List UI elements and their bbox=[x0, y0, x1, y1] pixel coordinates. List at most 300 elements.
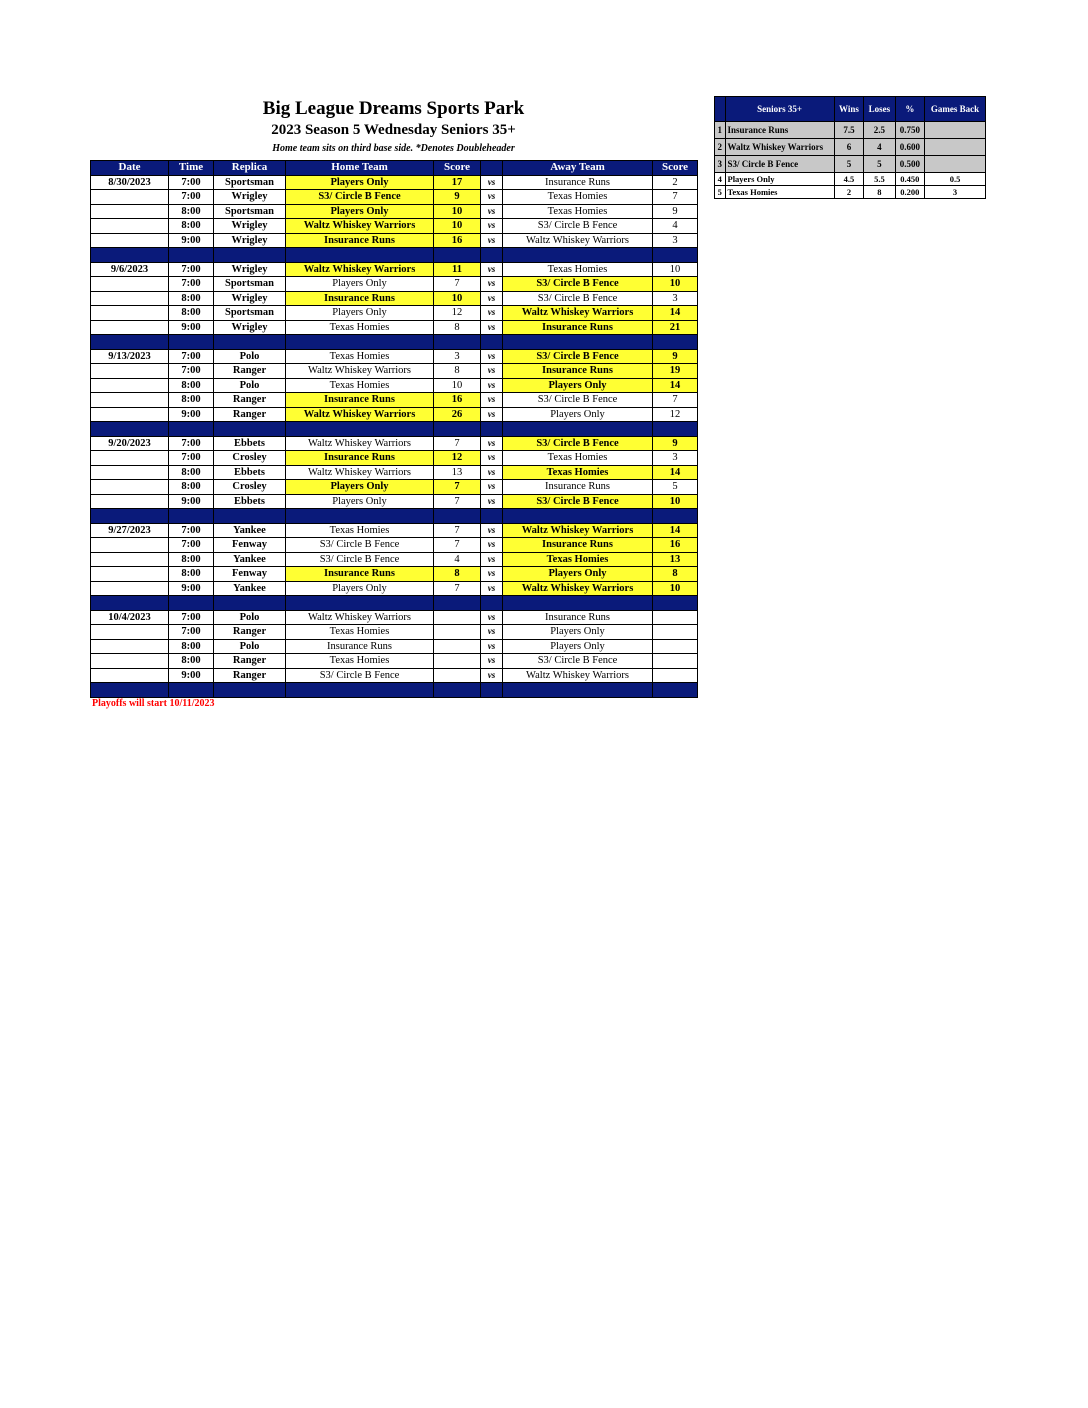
team-loses: 5 bbox=[864, 156, 896, 173]
team-rank: 2 bbox=[715, 139, 726, 156]
home-team: Players Only bbox=[286, 480, 434, 495]
game-field: Sportsman bbox=[214, 204, 286, 219]
table-row bbox=[91, 625, 698, 640]
away-team: S3/ Circle B Fence bbox=[503, 393, 653, 408]
home-score: 12 bbox=[434, 306, 481, 321]
away-score: 10 bbox=[653, 581, 698, 596]
home-team: Waltz Whiskey Warriors bbox=[286, 262, 434, 277]
game-time: 8:00 bbox=[169, 393, 214, 408]
team-loses: 4 bbox=[864, 139, 896, 156]
home-team: S3/ Circle B Fence bbox=[286, 538, 434, 553]
table-row bbox=[91, 190, 698, 205]
away-score bbox=[653, 625, 698, 640]
table-row bbox=[91, 668, 698, 683]
vs-label: vs bbox=[481, 668, 503, 683]
away-score: 14 bbox=[653, 465, 698, 480]
page-subtitle: 2023 Season 5 Wednesday Seniors 35+ bbox=[271, 122, 516, 138]
vs-label: vs bbox=[481, 451, 503, 466]
vs-label: vs bbox=[481, 306, 503, 321]
vs-label: vs bbox=[481, 277, 503, 292]
home-team: Waltz Whiskey Warriors bbox=[286, 610, 434, 625]
away-team: S3/ Circle B Fence bbox=[503, 349, 653, 364]
team-loses: 5.5 bbox=[864, 173, 896, 186]
game-field: Ranger bbox=[214, 654, 286, 669]
vs-label: vs bbox=[481, 610, 503, 625]
game-time: 7:00 bbox=[169, 277, 214, 292]
away-team: S3/ Circle B Fence bbox=[503, 654, 653, 669]
table-row bbox=[91, 393, 698, 408]
game-field: Fenway bbox=[214, 538, 286, 553]
game-time: 8:00 bbox=[169, 480, 214, 495]
standings-table bbox=[714, 96, 986, 199]
team-wins: 2 bbox=[834, 186, 863, 199]
team-name: Waltz Whiskey Warriors bbox=[725, 139, 834, 156]
standings-col-wins: Wins bbox=[834, 97, 863, 122]
team-wins: 4.5 bbox=[834, 173, 863, 186]
game-field: Yankee bbox=[214, 523, 286, 538]
week-separator bbox=[91, 509, 698, 524]
game-field: Ebbets bbox=[214, 465, 286, 480]
home-team: Players Only bbox=[286, 204, 434, 219]
game-field: Ranger bbox=[214, 407, 286, 422]
schedule-header-row bbox=[91, 161, 698, 176]
game-date: 9/13/2023 bbox=[91, 349, 169, 364]
game-date bbox=[91, 625, 169, 640]
vs-label: vs bbox=[481, 407, 503, 422]
table-row bbox=[91, 538, 698, 553]
home-team: Insurance Runs bbox=[286, 291, 434, 306]
away-score: 9 bbox=[653, 204, 698, 219]
home-score: 12 bbox=[434, 451, 481, 466]
game-time: 7:00 bbox=[169, 436, 214, 451]
away-team: S3/ Circle B Fence bbox=[503, 291, 653, 306]
standings-col-games-back: Games Back bbox=[925, 97, 986, 122]
team-loses: 8 bbox=[864, 186, 896, 199]
game-time: 7:00 bbox=[169, 538, 214, 553]
vs-label: vs bbox=[481, 393, 503, 408]
table-row bbox=[91, 581, 698, 596]
team-pct: 0.200 bbox=[895, 186, 924, 199]
table-row bbox=[91, 204, 698, 219]
game-field: Sportsman bbox=[214, 175, 286, 190]
team-wins: 5 bbox=[834, 156, 863, 173]
home-score: 16 bbox=[434, 393, 481, 408]
vs-label: vs bbox=[481, 233, 503, 248]
home-team: Players Only bbox=[286, 581, 434, 596]
game-time: 8:00 bbox=[169, 378, 214, 393]
vs-label: vs bbox=[481, 494, 503, 509]
home-team: Texas Homies bbox=[286, 349, 434, 364]
home-team: Insurance Runs bbox=[286, 451, 434, 466]
home-team: Waltz Whiskey Warriors bbox=[286, 436, 434, 451]
away-team: Players Only bbox=[503, 567, 653, 582]
game-date bbox=[91, 320, 169, 335]
away-score bbox=[653, 654, 698, 669]
vs-label: vs bbox=[481, 639, 503, 654]
home-team: Players Only bbox=[286, 306, 434, 321]
table-row bbox=[91, 349, 698, 364]
game-time: 7:00 bbox=[169, 190, 214, 205]
away-score: 3 bbox=[653, 233, 698, 248]
home-score: 7 bbox=[434, 538, 481, 553]
team-games-back bbox=[925, 122, 986, 139]
away-score: 21 bbox=[653, 320, 698, 335]
game-date bbox=[91, 277, 169, 292]
away-score: 10 bbox=[653, 494, 698, 509]
vs-label: vs bbox=[481, 190, 503, 205]
game-time: 7:00 bbox=[169, 349, 214, 364]
week-separator bbox=[91, 683, 698, 698]
home-score: 13 bbox=[434, 465, 481, 480]
game-field: Polo bbox=[214, 378, 286, 393]
game-field: Ebbets bbox=[214, 494, 286, 509]
col-away-team: Away Team bbox=[503, 161, 653, 176]
game-time: 8:00 bbox=[169, 204, 214, 219]
game-date bbox=[91, 291, 169, 306]
game-date bbox=[91, 480, 169, 495]
table-row bbox=[91, 654, 698, 669]
home-score: 7 bbox=[434, 494, 481, 509]
game-date bbox=[91, 378, 169, 393]
vs-label: vs bbox=[481, 349, 503, 364]
away-team: S3/ Circle B Fence bbox=[503, 494, 653, 509]
away-team: Texas Homies bbox=[503, 465, 653, 480]
standings-row bbox=[715, 186, 986, 199]
game-date bbox=[91, 190, 169, 205]
home-score: 10 bbox=[434, 378, 481, 393]
home-score: 7 bbox=[434, 277, 481, 292]
game-field: Ebbets bbox=[214, 436, 286, 451]
game-date bbox=[91, 364, 169, 379]
home-score: 7 bbox=[434, 581, 481, 596]
table-row bbox=[91, 378, 698, 393]
away-score: 3 bbox=[653, 451, 698, 466]
game-date bbox=[91, 219, 169, 234]
home-score: 8 bbox=[434, 567, 481, 582]
away-team: Players Only bbox=[503, 378, 653, 393]
away-team: Waltz Whiskey Warriors bbox=[503, 233, 653, 248]
game-time: 9:00 bbox=[169, 668, 214, 683]
week-separator bbox=[91, 422, 698, 437]
col-date: Date bbox=[91, 161, 169, 176]
table-row bbox=[91, 277, 698, 292]
game-time: 7:00 bbox=[169, 451, 214, 466]
game-field: Crosley bbox=[214, 451, 286, 466]
home-team: S3/ Circle B Fence bbox=[286, 552, 434, 567]
game-field: Yankee bbox=[214, 552, 286, 567]
game-date bbox=[91, 654, 169, 669]
vs-label: vs bbox=[481, 378, 503, 393]
game-field: Wrigley bbox=[214, 291, 286, 306]
away-score: 7 bbox=[653, 393, 698, 408]
team-rank: 3 bbox=[715, 156, 726, 173]
game-time: 7:00 bbox=[169, 364, 214, 379]
home-score bbox=[434, 625, 481, 640]
table-row bbox=[91, 320, 698, 335]
game-field: Sportsman bbox=[214, 277, 286, 292]
away-score: 5 bbox=[653, 480, 698, 495]
home-team: Waltz Whiskey Warriors bbox=[286, 465, 434, 480]
vs-label: vs bbox=[481, 654, 503, 669]
week-separator bbox=[91, 248, 698, 263]
page-title: Big League Dreams Sports Park bbox=[262, 98, 525, 119]
standings-row bbox=[715, 122, 986, 139]
table-row bbox=[91, 610, 698, 625]
game-time: 7:00 bbox=[169, 610, 214, 625]
home-score: 7 bbox=[434, 480, 481, 495]
home-score bbox=[434, 639, 481, 654]
col-away-score: Score bbox=[653, 161, 698, 176]
home-team: Insurance Runs bbox=[286, 393, 434, 408]
home-team: Insurance Runs bbox=[286, 639, 434, 654]
table-row bbox=[91, 262, 698, 277]
game-date bbox=[91, 552, 169, 567]
game-date bbox=[91, 494, 169, 509]
home-score bbox=[434, 654, 481, 669]
home-team: Waltz Whiskey Warriors bbox=[286, 407, 434, 422]
team-loses: 2.5 bbox=[864, 122, 896, 139]
home-team: Texas Homies bbox=[286, 378, 434, 393]
home-score: 26 bbox=[434, 407, 481, 422]
vs-label: vs bbox=[481, 262, 503, 277]
table-row bbox=[91, 451, 698, 466]
game-time: 7:00 bbox=[169, 523, 214, 538]
game-time: 9:00 bbox=[169, 494, 214, 509]
home-score: 8 bbox=[434, 320, 481, 335]
game-time: 8:00 bbox=[169, 465, 214, 480]
team-pct: 0.450 bbox=[895, 173, 924, 186]
standings-row bbox=[715, 139, 986, 156]
game-field: Ranger bbox=[214, 625, 286, 640]
team-name: Texas Homies bbox=[725, 186, 834, 199]
col-replica: Replica bbox=[214, 161, 286, 176]
home-team: Players Only bbox=[286, 175, 434, 190]
table-row bbox=[91, 233, 698, 248]
away-team: Waltz Whiskey Warriors bbox=[503, 306, 653, 321]
home-team: Players Only bbox=[286, 277, 434, 292]
table-row bbox=[91, 523, 698, 538]
table-row bbox=[91, 219, 698, 234]
game-date bbox=[91, 451, 169, 466]
away-score: 13 bbox=[653, 552, 698, 567]
team-games-back bbox=[925, 139, 986, 156]
game-field: Polo bbox=[214, 610, 286, 625]
away-team: Players Only bbox=[503, 639, 653, 654]
game-date bbox=[91, 204, 169, 219]
game-field: Sportsman bbox=[214, 306, 286, 321]
vs-label: vs bbox=[481, 523, 503, 538]
table-row bbox=[91, 364, 698, 379]
table-row bbox=[91, 552, 698, 567]
game-date bbox=[91, 538, 169, 553]
away-team: Insurance Runs bbox=[503, 538, 653, 553]
game-date bbox=[91, 393, 169, 408]
team-games-back: 0.5 bbox=[925, 173, 986, 186]
vs-label: vs bbox=[481, 364, 503, 379]
table-row bbox=[91, 567, 698, 582]
team-pct: 0.750 bbox=[895, 122, 924, 139]
home-score bbox=[434, 610, 481, 625]
vs-label: vs bbox=[481, 625, 503, 640]
game-time: 7:00 bbox=[169, 175, 214, 190]
game-time: 8:00 bbox=[169, 639, 214, 654]
home-team: S3/ Circle B Fence bbox=[286, 190, 434, 205]
vs-label: vs bbox=[481, 538, 503, 553]
home-team: Texas Homies bbox=[286, 654, 434, 669]
game-date bbox=[91, 465, 169, 480]
away-team: Texas Homies bbox=[503, 190, 653, 205]
away-score: 9 bbox=[653, 349, 698, 364]
team-pct: 0.600 bbox=[895, 139, 924, 156]
vs-label: vs bbox=[481, 567, 503, 582]
team-rank: 5 bbox=[715, 186, 726, 199]
team-name: S3/ Circle B Fence bbox=[725, 156, 834, 173]
game-date: 10/4/2023 bbox=[91, 610, 169, 625]
game-time: 8:00 bbox=[169, 654, 214, 669]
game-field: Wrigley bbox=[214, 190, 286, 205]
away-score: 2 bbox=[653, 175, 698, 190]
away-team: Texas Homies bbox=[503, 552, 653, 567]
game-date bbox=[91, 567, 169, 582]
away-team: Players Only bbox=[503, 407, 653, 422]
away-team: Waltz Whiskey Warriors bbox=[503, 523, 653, 538]
away-score: 14 bbox=[653, 306, 698, 321]
game-field: Ranger bbox=[214, 364, 286, 379]
game-field: Wrigley bbox=[214, 320, 286, 335]
game-date: 9/20/2023 bbox=[91, 436, 169, 451]
home-score: 8 bbox=[434, 364, 481, 379]
vs-label: vs bbox=[481, 204, 503, 219]
game-time: 9:00 bbox=[169, 407, 214, 422]
home-score: 17 bbox=[434, 175, 481, 190]
team-wins: 6 bbox=[834, 139, 863, 156]
home-team: S3/ Circle B Fence bbox=[286, 668, 434, 683]
team-rank: 4 bbox=[715, 173, 726, 186]
game-time: 8:00 bbox=[169, 219, 214, 234]
away-score: 4 bbox=[653, 219, 698, 234]
game-field: Crosley bbox=[214, 480, 286, 495]
home-team: Texas Homies bbox=[286, 320, 434, 335]
home-score: 7 bbox=[434, 523, 481, 538]
home-score: 9 bbox=[434, 190, 481, 205]
game-field: Polo bbox=[214, 639, 286, 654]
home-score: 11 bbox=[434, 262, 481, 277]
away-score bbox=[653, 610, 698, 625]
home-score: 10 bbox=[434, 291, 481, 306]
home-score bbox=[434, 668, 481, 683]
game-time: 8:00 bbox=[169, 552, 214, 567]
col-time: Time bbox=[169, 161, 214, 176]
standings-header-row bbox=[715, 97, 986, 122]
table-row bbox=[91, 494, 698, 509]
home-team: Insurance Runs bbox=[286, 233, 434, 248]
vs-label: vs bbox=[481, 465, 503, 480]
away-score: 12 bbox=[653, 407, 698, 422]
home-score: 16 bbox=[434, 233, 481, 248]
table-row bbox=[91, 407, 698, 422]
vs-label: vs bbox=[481, 175, 503, 190]
away-score: 14 bbox=[653, 378, 698, 393]
away-team: S3/ Circle B Fence bbox=[503, 436, 653, 451]
game-date bbox=[91, 668, 169, 683]
away-team: Insurance Runs bbox=[503, 610, 653, 625]
team-name: Insurance Runs bbox=[725, 122, 834, 139]
home-team: Waltz Whiskey Warriors bbox=[286, 219, 434, 234]
away-team: Texas Homies bbox=[503, 204, 653, 219]
week-separator bbox=[91, 335, 698, 350]
game-time: 8:00 bbox=[169, 291, 214, 306]
home-score: 4 bbox=[434, 552, 481, 567]
vs-label: vs bbox=[481, 552, 503, 567]
away-team: Players Only bbox=[503, 625, 653, 640]
game-field: Yankee bbox=[214, 581, 286, 596]
team-games-back bbox=[925, 156, 986, 173]
away-score: 10 bbox=[653, 277, 698, 292]
game-date bbox=[91, 639, 169, 654]
game-time: 9:00 bbox=[169, 581, 214, 596]
vs-label: vs bbox=[481, 219, 503, 234]
away-team: Insurance Runs bbox=[503, 175, 653, 190]
game-time: 7:00 bbox=[169, 625, 214, 640]
standings-col-pct: % bbox=[895, 97, 924, 122]
table-row bbox=[91, 306, 698, 321]
table-row bbox=[91, 480, 698, 495]
week-separator bbox=[91, 596, 698, 611]
away-team: Insurance Runs bbox=[503, 364, 653, 379]
team-pct: 0.500 bbox=[895, 156, 924, 173]
away-score: 16 bbox=[653, 538, 698, 553]
game-time: 8:00 bbox=[169, 306, 214, 321]
game-field: Wrigley bbox=[214, 233, 286, 248]
team-rank: 1 bbox=[715, 122, 726, 139]
away-team: Texas Homies bbox=[503, 262, 653, 277]
game-date bbox=[91, 581, 169, 596]
game-field: Ranger bbox=[214, 393, 286, 408]
home-team: Waltz Whiskey Warriors bbox=[286, 364, 434, 379]
game-time: 8:00 bbox=[169, 567, 214, 582]
game-field: Wrigley bbox=[214, 219, 286, 234]
table-row bbox=[91, 436, 698, 451]
table-row bbox=[91, 639, 698, 654]
away-team: S3/ Circle B Fence bbox=[503, 219, 653, 234]
standings-division: Seniors 35+ bbox=[725, 97, 834, 122]
vs-label: vs bbox=[481, 480, 503, 495]
away-score: 7 bbox=[653, 190, 698, 205]
game-time: 9:00 bbox=[169, 233, 214, 248]
away-score: 10 bbox=[653, 262, 698, 277]
vs-label: vs bbox=[481, 436, 503, 451]
away-team: Waltz Whiskey Warriors bbox=[503, 668, 653, 683]
vs-label: vs bbox=[481, 291, 503, 306]
vs-label: vs bbox=[481, 581, 503, 596]
team-wins: 7.5 bbox=[834, 122, 863, 139]
table-row bbox=[91, 465, 698, 480]
game-date: 8/30/2023 bbox=[91, 175, 169, 190]
away-score: 19 bbox=[653, 364, 698, 379]
home-score: 7 bbox=[434, 436, 481, 451]
home-team: Players Only bbox=[286, 494, 434, 509]
standings-col-loses: Loses bbox=[864, 97, 896, 122]
home-score: 3 bbox=[434, 349, 481, 364]
game-date: 9/27/2023 bbox=[91, 523, 169, 538]
schedule-table bbox=[90, 160, 698, 698]
col-home-team: Home Team bbox=[286, 161, 434, 176]
home-team: Texas Homies bbox=[286, 625, 434, 640]
game-time: 9:00 bbox=[169, 320, 214, 335]
vs-label: vs bbox=[481, 320, 503, 335]
home-team: Insurance Runs bbox=[286, 567, 434, 582]
schedule-note: Home team sits on third base side. *Denotes Doubleheader bbox=[272, 143, 515, 154]
